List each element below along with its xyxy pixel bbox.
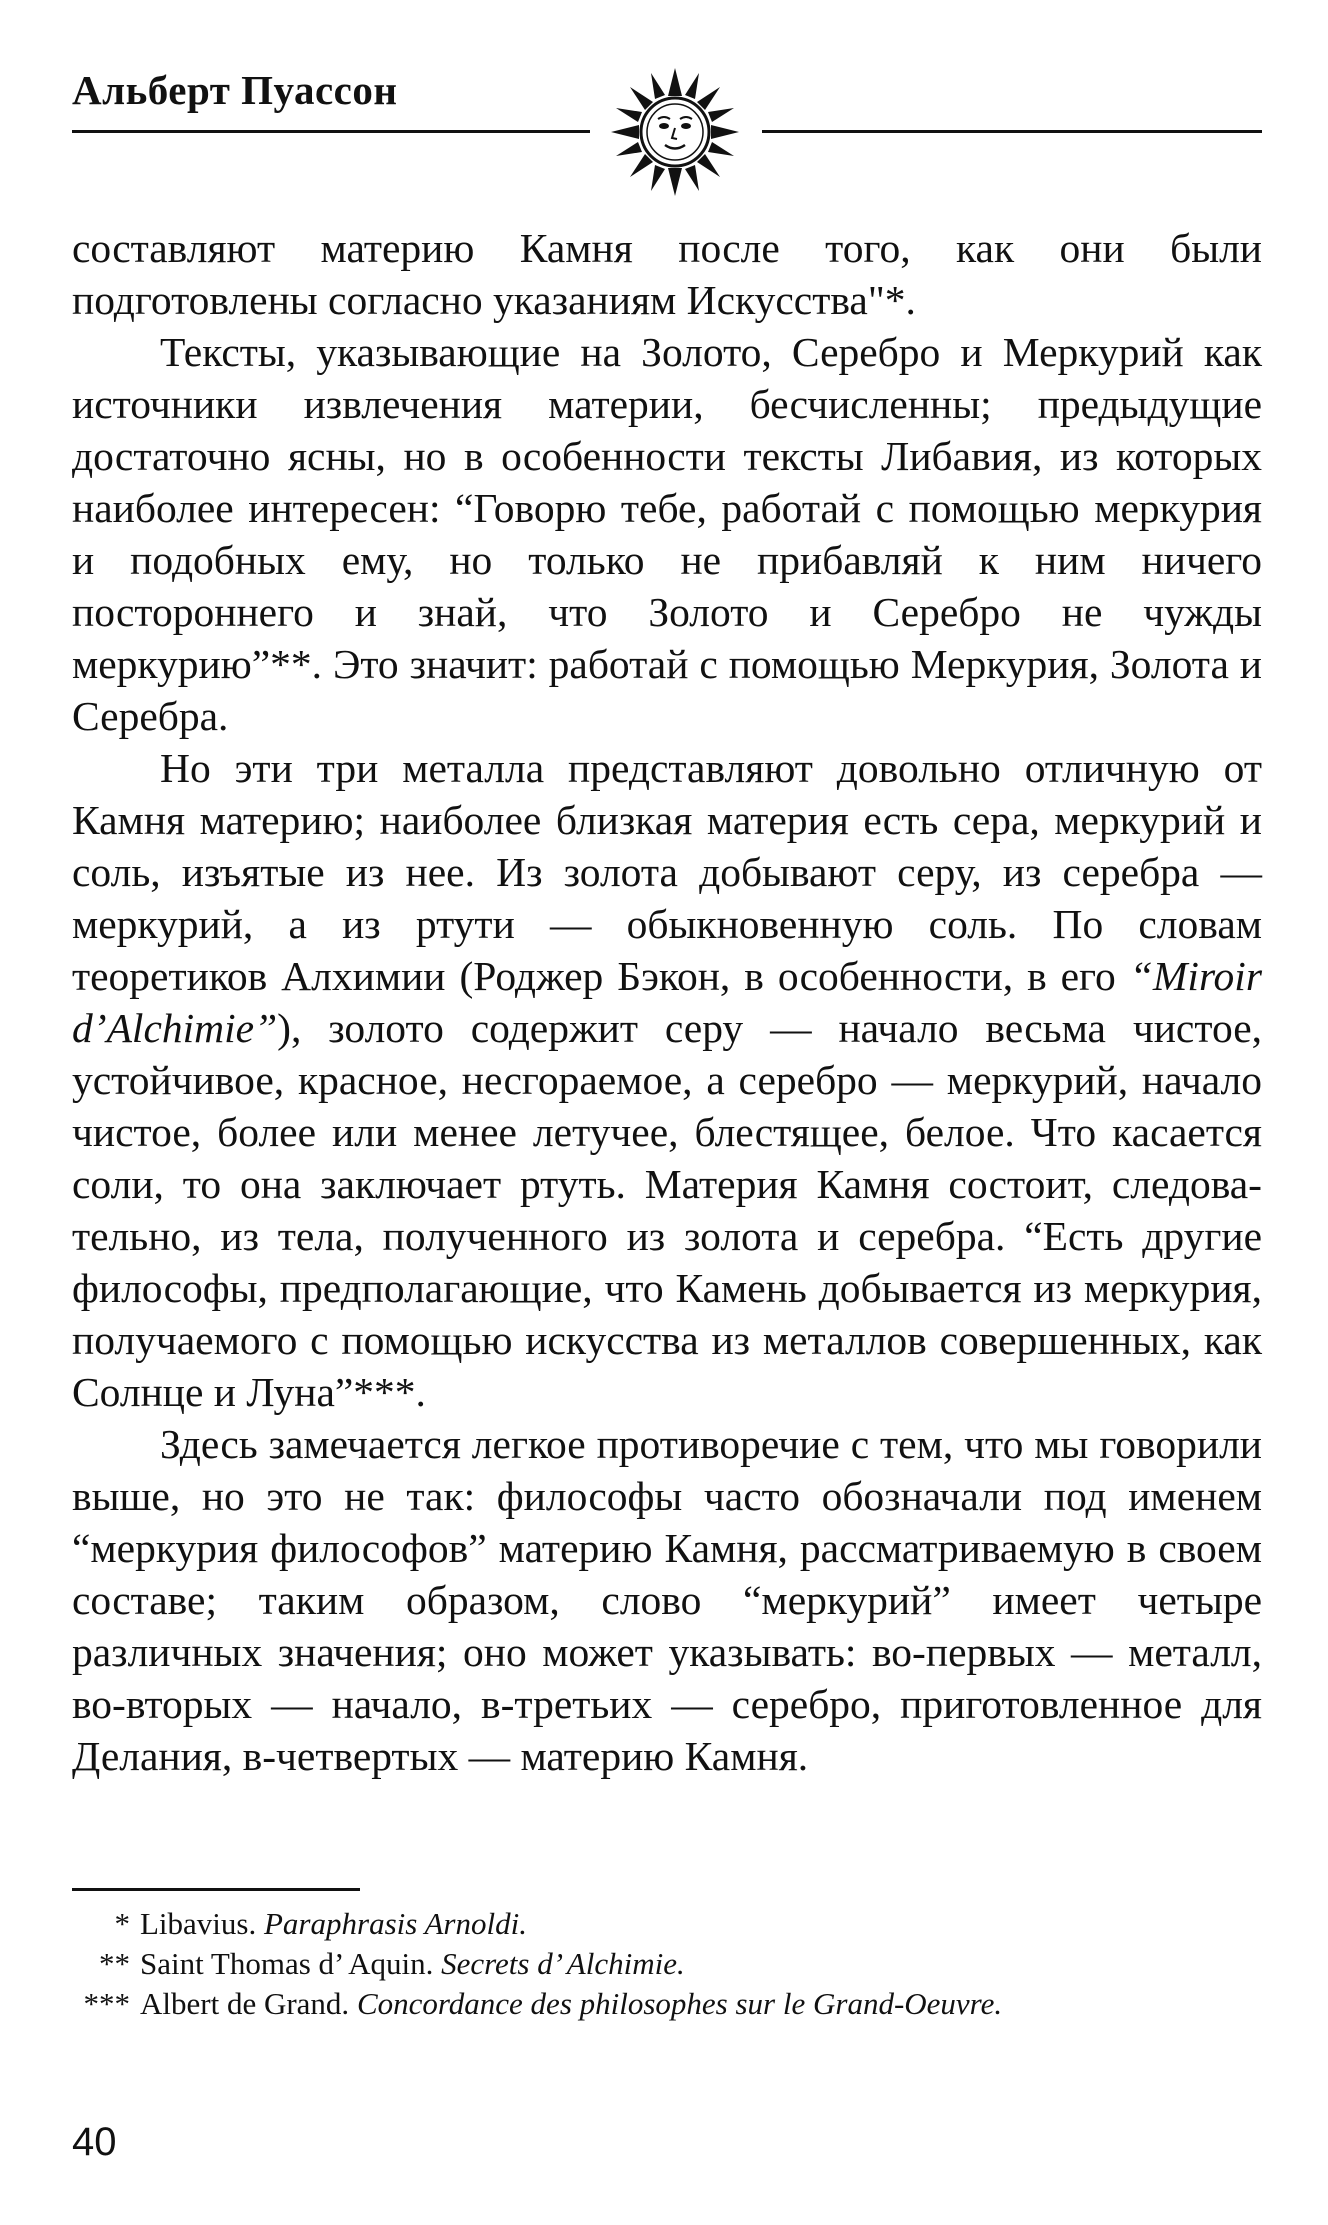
body-text — [72, 222, 1262, 1782]
footnote-author: Libavius. — [140, 1906, 257, 1941]
page-number: 40 — [72, 2120, 117, 2164]
paragraph-3-part-2: ), золото содержит серу — начало весьма чистое, устойчивое, красное, несгораемое, а серебро — меркурий, начало чистое, более или менее летучее, блестящее, белое. Что касается соли, то она заключает ртуть. Материя Камня состоит, следовательно, из тела, полученного из золота и серебра. “Есть другие философы, предполагающие, что Камень добывается из меркурия, получаемого с помощью искусства из металлов совершенных, как Солнце и Луна”***. — [72, 1005, 1262, 1415]
page-header — [72, 62, 1262, 202]
footnotes — [72, 1904, 1262, 2024]
footnote-2 — [72, 1944, 1262, 1984]
paragraph-3-part-1: Но эти три металла представляют довольно отличную от Камня материю; наиболее близкая материя есть сера, меркурий и соль, изъятые из нее. Из золота добывают серу, из серебра — меркурий, а из ртути — обыкновенную соль. По словам теоретиков Алхимии (Роджер Бэкон, в особенности, в его — [72, 745, 1262, 999]
cited-work-title: “Miroir d’Alchimie” — [72, 953, 1262, 1051]
footnote-work: Secrets d’ Alchimie. — [441, 1946, 685, 1981]
footnote-author: Albert de Grand. — [140, 1986, 350, 2021]
footnote-marker: ** — [99, 1946, 130, 1981]
footnote-work: Paraphrasis Arnoldi. — [264, 1906, 527, 1941]
footnote-marker: *** — [83, 1986, 130, 2021]
footnote-rule — [72, 1888, 360, 1891]
paragraph-2: Тексты, указывающие на Золото, Серебро и Меркурий как источники извлечения материи, бесчисленны; предыдущие достаточно ясны, но в особенности тексты Либавия, из которых наиболее интересен: “Говорю тебе, работай с помощью меркурия и подобных ему, но только не прибавляй к ним ничего постороннего и знай, что Золото и Серебро не чужды меркурию”**. Это значит: работай с помощью Меркурия, Золота и Серебра. — [72, 329, 1262, 739]
footnote-marker: * — [114, 1906, 130, 1941]
footnote-3 — [72, 1984, 1262, 2024]
paragraph-4: Здесь замечается легкое противоречие с тем, что мы говорили выше, но это не так: философы часто обозначали под именем “меркурия философов” материю Камня, рассматриваемую в своем составе; таким образом, слово “меркурий” имеет четыре различных значения; оно может указывать: во-первых — металл, во-вторых — начало, в-третьих — серебро, приготовленное для Делания, в-четвертых — материю Камня. — [72, 1421, 1262, 1779]
footnote-1 — [72, 1904, 1262, 1944]
paragraph-1: составляют материю Камня после того, как они были подготовлены согласно указаниям Искусства"*. — [72, 225, 1262, 323]
header-rule-left — [72, 130, 590, 133]
sun-face-icon — [600, 62, 750, 202]
paragraph-3 — [72, 742, 1262, 1418]
footnote-author: Saint Thomas d’ Aquin. — [140, 1946, 434, 1981]
header-rule-right — [762, 130, 1262, 133]
sun-face-icon-svg — [600, 62, 750, 202]
footnote-work: Concordance des philosophes sur le Grand-Oeuvre. — [356, 1986, 1003, 2021]
running-head: Альберт Пуассон — [72, 67, 398, 113]
